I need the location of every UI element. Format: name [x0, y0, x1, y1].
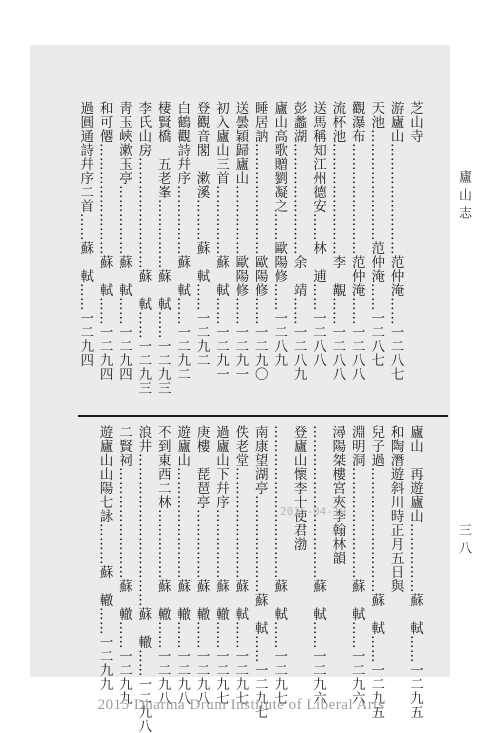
- running-header-title: 廬山志: [456, 170, 471, 224]
- toc-entry: 登廬山懷李十使君渤: [290, 425, 307, 551]
- toc-entry: 淵明洞……………………蘇 軾……一二九六: [348, 425, 365, 705]
- toc-entry: 庚樓 琵琶亭……………蘇 轍……一二九八: [193, 425, 210, 705]
- toc-entry: 過廬山下幷序……………蘇 轍……一二九七: [213, 425, 229, 705]
- toc-entry: 初入廬山三首……………蘇 軾……一二九一: [213, 101, 229, 381]
- toc-entry: 不到東西二林……………蘇 轍……一二九八: [154, 425, 171, 705]
- toc-entry: 遊廬山山陽七詠………蘇 轍……一二九九: [96, 425, 113, 691]
- toc-entry: 靑玉峽漱玉亭……………蘇 軾……一二九四: [116, 101, 132, 381]
- toc-entry: 和可僊……………………蘇 軾……一二九四: [96, 101, 113, 381]
- toc-entry: 流杯池……………………李 覯……一二八八: [329, 101, 346, 381]
- footer-watermark: 2015 Dharma Drum Institute of Liberal Arts: [97, 697, 385, 713]
- toc-entry: 廬山 再遊廬山……………蘇 軾……一二九五: [407, 425, 423, 719]
- section-divider: [78, 415, 448, 417]
- toc-entry: 登觀音閣 漱溪………蘇 軾……一二九二: [193, 101, 210, 367]
- toc-entry: 觀瀑布……………………范仲淹……一二八八: [348, 101, 365, 381]
- date-stamp: 2015-04-19: [280, 505, 347, 518]
- toc-entry: 遊廬山……………………蘇 轍……一二九八: [174, 425, 191, 705]
- toc-entry: 李氏山房……………………蘇 軾……一二九三: [135, 101, 152, 395]
- toc-entry: 棲賢橋 五老峯……………蘇 軾……一二九三: [154, 101, 171, 395]
- toc-entry: ……………………………蘇 軾……一二九七: [271, 425, 288, 705]
- toc-entry: 廬山高歌贈劉凝之……歐陽修……一二八九: [271, 101, 288, 367]
- toc-entry: 南康望湖亭…………………蘇 軾……一二九七: [251, 425, 268, 719]
- toc-entry: 睡居訥……………………歐陽修……一二九〇: [251, 101, 268, 381]
- toc-entry: 芝山寺: [407, 101, 423, 143]
- toc-entry: 天池……………………范仲淹……一二八七: [368, 101, 385, 367]
- toc-entry: 彭蠡湖……………………余 靖……一二八九: [290, 101, 307, 381]
- toc-entry: 浪井……………………………蘇 轍……一二九八: [135, 425, 152, 733]
- toc-entry: 過圓通詩幷序二首……蘇 軾……一二九四: [77, 101, 94, 367]
- page-number: 三八: [456, 523, 471, 559]
- toc-entry: ……………………………蘇 軾……一二九六: [310, 425, 326, 705]
- toc-entry: 送曇穎歸廬山……………歐陽修……一二九一: [232, 101, 249, 381]
- toc-entry: 白鶴觀詩幷序……………蘇 軾……一二九二: [174, 101, 191, 381]
- toc-entry: 二賢祠……………………蘇 轍……一二九九: [116, 425, 132, 705]
- toc-entry: 游廬山……………………范仲淹……一二八七: [387, 101, 404, 381]
- toc-entry: 兒子過………………………蘇 軾……一二九五: [368, 425, 385, 719]
- toc-entry: 送馬稱知江州德安……林 逋……一二八八: [310, 101, 326, 367]
- toc-entry: 和陶潛遊斜川時正月五日與: [387, 425, 404, 593]
- toc-entry: 佚老堂……………………蘇 軾……一二九七: [232, 425, 249, 705]
- toc-entry: 潯陽桀樓宮夾李翰林韻: [329, 425, 346, 565]
